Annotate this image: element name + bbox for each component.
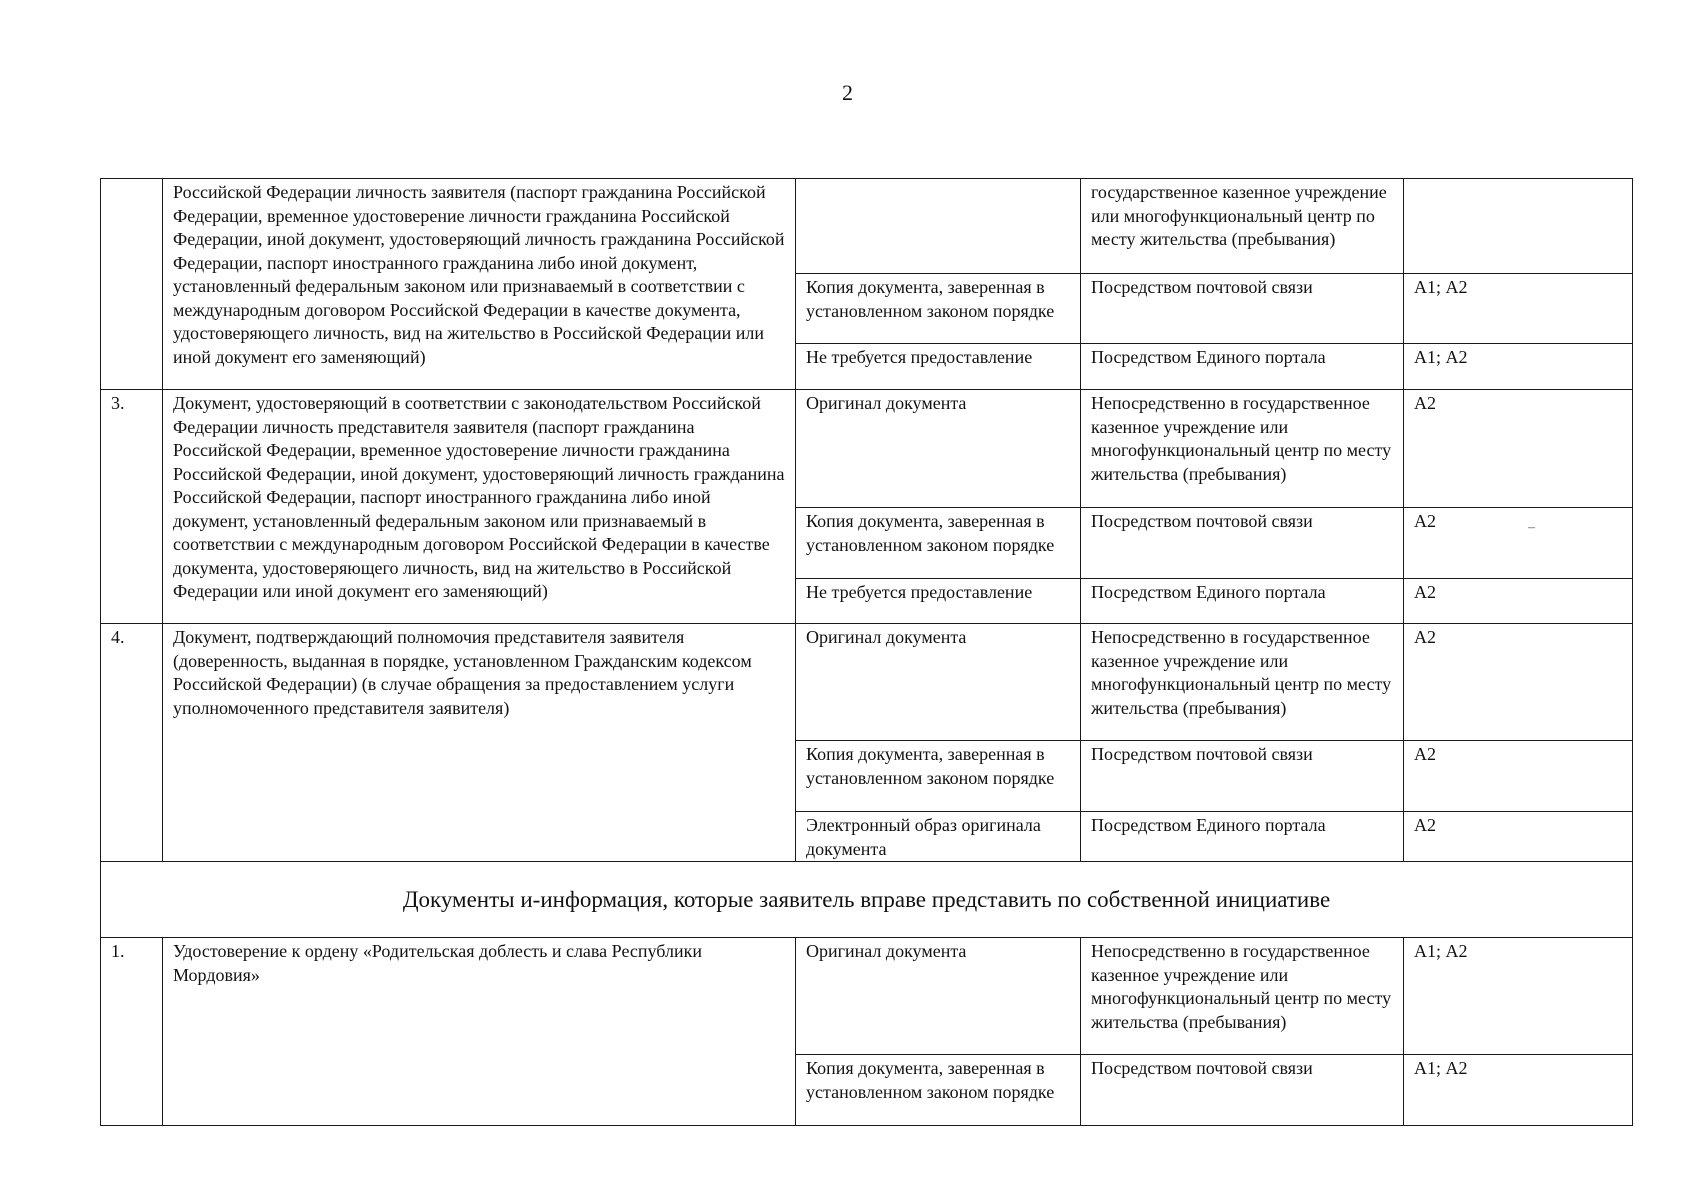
section-title: Документы и-информация, которые заявитель вправе представить по собственной инициативе [101, 862, 1633, 938]
submission-method: Посредством Единого портала [1081, 579, 1404, 624]
submission-form: Оригинал документа [796, 938, 1081, 1055]
table-row [101, 179, 1633, 274]
submission-method: Посредством Единого портала [1081, 344, 1404, 390]
stray-scan-mark: – [1528, 520, 1535, 535]
submission-form: Копия документа, заверенная в установленном законом порядке [796, 274, 1081, 344]
submission-method: Непосредственно в государственное казенное учреждение или многофункциональный центр по месту жительства (пребывания) [1081, 938, 1404, 1055]
document-description: Удостоверение к ордену «Родительская доблесть и слава Республики Мордовия» [163, 938, 796, 1126]
applicant-code: А2 [1404, 508, 1633, 579]
applicant-code: А2 [1404, 741, 1633, 812]
applicant-code: А2 [1404, 624, 1633, 741]
page-number: 2 [842, 80, 853, 105]
submission-method: Непосредственно в государственное казенное учреждение или многофункциональный центр по месту жительства (пребывания) [1081, 390, 1404, 508]
applicant-code: А1; А2 [1404, 344, 1633, 390]
document-description: Документ, подтверждающий полномочия представителя заявителя (доверенность, выданная в порядке, установленном Гражданским кодексом Российской Федерации) (в случае обращения за предоставлением услуги уполномоченного представителя заявителя) [163, 624, 796, 862]
section-heading-row [101, 862, 1633, 938]
table-row [101, 390, 1633, 508]
submission-form: Оригинал документа [796, 624, 1081, 741]
documents-table [100, 178, 1633, 1126]
row-number: 4. [101, 624, 163, 862]
document-description: Российской Федерации личность заявителя (паспорт гражданина Российской Федерации, временное удостоверение личности гражданина Российской Федерации, иной документ, удостоверяющий личность гражданина Российской Федерации, паспорт иностранного гражданина либо иной документ, установленный федеральным законом или признаваемый в соответствии с международным договором Российской Федерации в качестве документа, удостоверяющего личность, вид на жительство в Российской Федерации или иной документ его заменяющий) [163, 179, 796, 390]
document-description: Документ, удостоверяющий в соответствии с законодательством Российской Федерации личность представителя заявителя (паспорт гражданина Российской Федерации, временное удостоверение личности гражданина Российской Федерации, иной документ, удостоверяющий личность гражданина Российской Федерации, паспорт иностранного гражданина либо иной документ, установленный федеральным законом или признаваемый в соответствии с международным договором Российской Федерации в качестве документа, удостоверяющего личность, вид на жительство в Российской Федерации или иной документ его заменяющий) [163, 390, 796, 624]
applicant-code: А2 [1404, 390, 1633, 508]
applicant-code: А2 [1404, 812, 1633, 862]
submission-method: Посредством почтовой связи [1081, 1055, 1404, 1126]
submission-form: Копия документа, заверенная в установленном законом порядке [796, 741, 1081, 812]
submission-method: Посредством почтовой связи [1081, 274, 1404, 344]
row-number: 3. [101, 390, 163, 624]
submission-method: Посредством почтовой связи [1081, 508, 1404, 579]
applicant-code: А1; А2 [1404, 938, 1633, 1055]
row-number: 1. [101, 938, 163, 1126]
applicant-code: А1; А2 [1404, 274, 1633, 344]
submission-form: Копия документа, заверенная в установленном законом порядке [796, 1055, 1081, 1126]
submission-method: Посредством Единого портала [1081, 812, 1404, 862]
submission-form: Не требуется предоставление [796, 344, 1081, 390]
submission-method: Посредством почтовой связи [1081, 741, 1404, 812]
submission-form [796, 179, 1081, 274]
submission-form: Не требуется предоставление [796, 579, 1081, 624]
applicant-code: А1; А2 [1404, 1055, 1633, 1126]
submission-form: Электронный образ оригинала документа [796, 812, 1081, 862]
submission-method: Непосредственно в государственное казенное учреждение или многофункциональный центр по месту жительства (пребывания) [1081, 624, 1404, 741]
row-number-cell [101, 179, 163, 390]
submission-method: государственное казенное учреждение или многофункциональный центр по месту жительства (пребывания) [1081, 179, 1404, 274]
table-row [101, 938, 1633, 1055]
applicant-code [1404, 179, 1633, 274]
submission-form: Копия документа, заверенная в установленном законом порядке [796, 508, 1081, 579]
submission-form: Оригинал документа [796, 390, 1081, 508]
applicant-code: А2 [1404, 579, 1633, 624]
table-row [101, 624, 1633, 741]
